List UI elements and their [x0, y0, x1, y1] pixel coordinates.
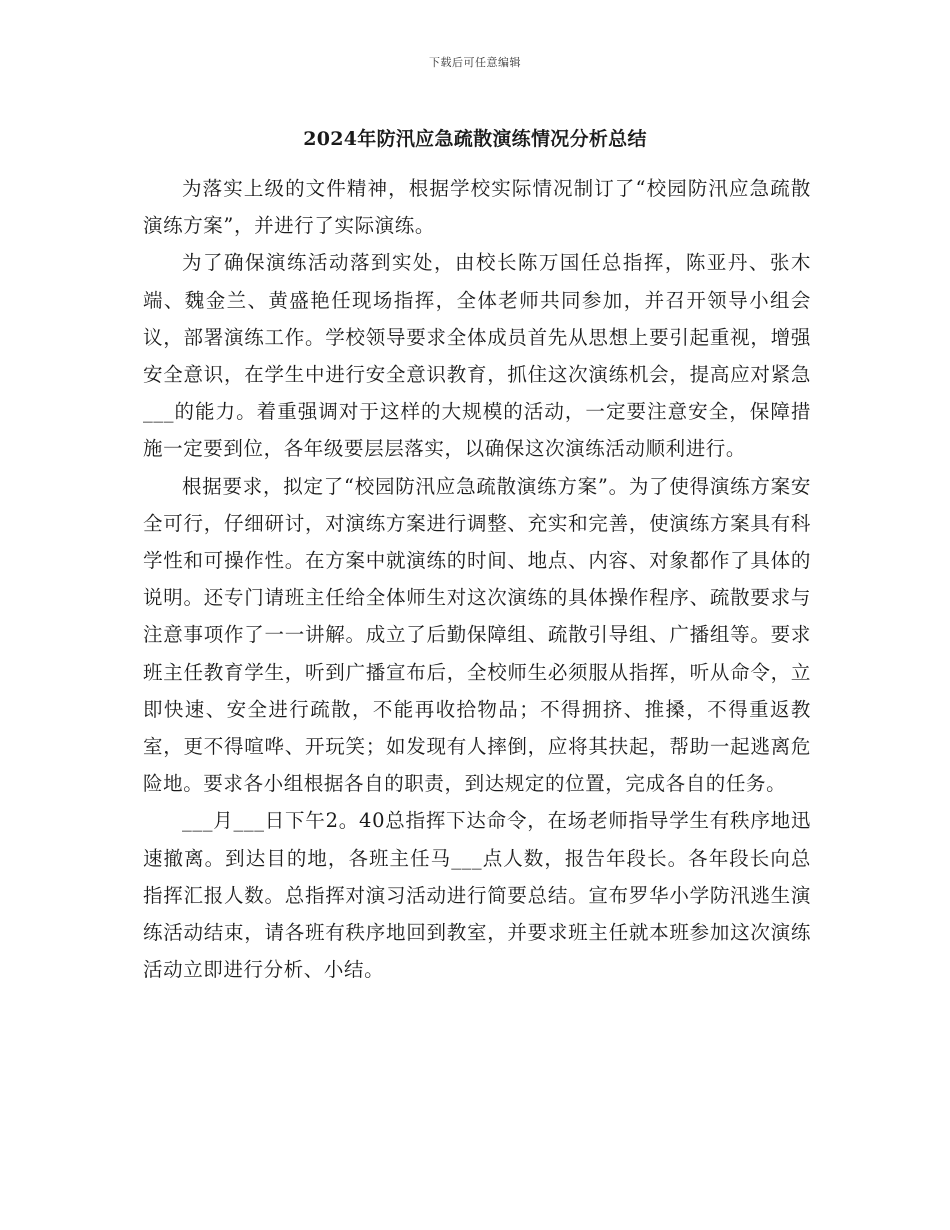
page-header-note: 下载后可任意编辑: [429, 56, 521, 69]
document-body: [143, 170, 811, 988]
paragraph-plan: 根据要求，拟定了“校园防汛应急疏散演练方案”。为了使得演练方案安全可行，仔细研讨，对演练方案进行调整、充实和完善，使演练方案具有科学性和可操作性。在方案中就演练的时间、地点、内容、对象都作了具体的说明。还专门请班主任给全体师生对这次演练的具体操作程序、疏散要求与注意事项作了一一讲解。成立了后勤保障组、疏散引导组、广播组等。要求班主任教育学生，听到广播宣布后，全校师生必须服从指挥，听从命令，立即快速、安全进行疏散，不能再收拾物品；不得拥挤、推搡，不得重返教室，更不得喧哗、开玩笑；如发现有人摔倒，应将其扶起，帮助一起逃离危险地。要求各小组根据各自的职责，到达规定的位置，完成各自的任务。: [143, 474, 811, 796]
paragraph-intro: 为落实上级的文件精神，根据学校实际情况制订了“校园防汛应急疏散演练方案”，并进行了实际演练。: [143, 177, 811, 238]
document-title: 2024年防汛应急疏散演练情况分析总结: [303, 128, 647, 150]
paragraph-execution: ___月___日下午2。40总指挥下达命令，在场老师指导学生有秩序地迅速撤离。到达目的地，各班主任马___点人数，报告年段长。各年段长向总指挥汇报人数。总指挥对演习活动进行简要总结。宣布罗华小学防汛逃生演练活动结束，请各班有秩序地回到教室，并要求班主任就本班参加这次演练活动立即进行分析、小结。: [143, 809, 811, 982]
paragraph-organization: 为了确保演练活动落到实处，由校长陈万国任总指挥，陈亚丹、张木端、魏金兰、黄盛艳任现场指挥，全体老师共同参加，并召开领导小组会议，部署演练工作。学校领导要求全体成员首先从思想上要引起重视，增强安全意识，在学生中进行安全意识教育，抓住这次演练机会，提高应对紧急___的能力。着重强调对于这样的大规模的活动，一定要注意安全，保障措施一定要到位，各年级要层层落实，以确保这次演练活动顺利进行。: [143, 251, 811, 461]
